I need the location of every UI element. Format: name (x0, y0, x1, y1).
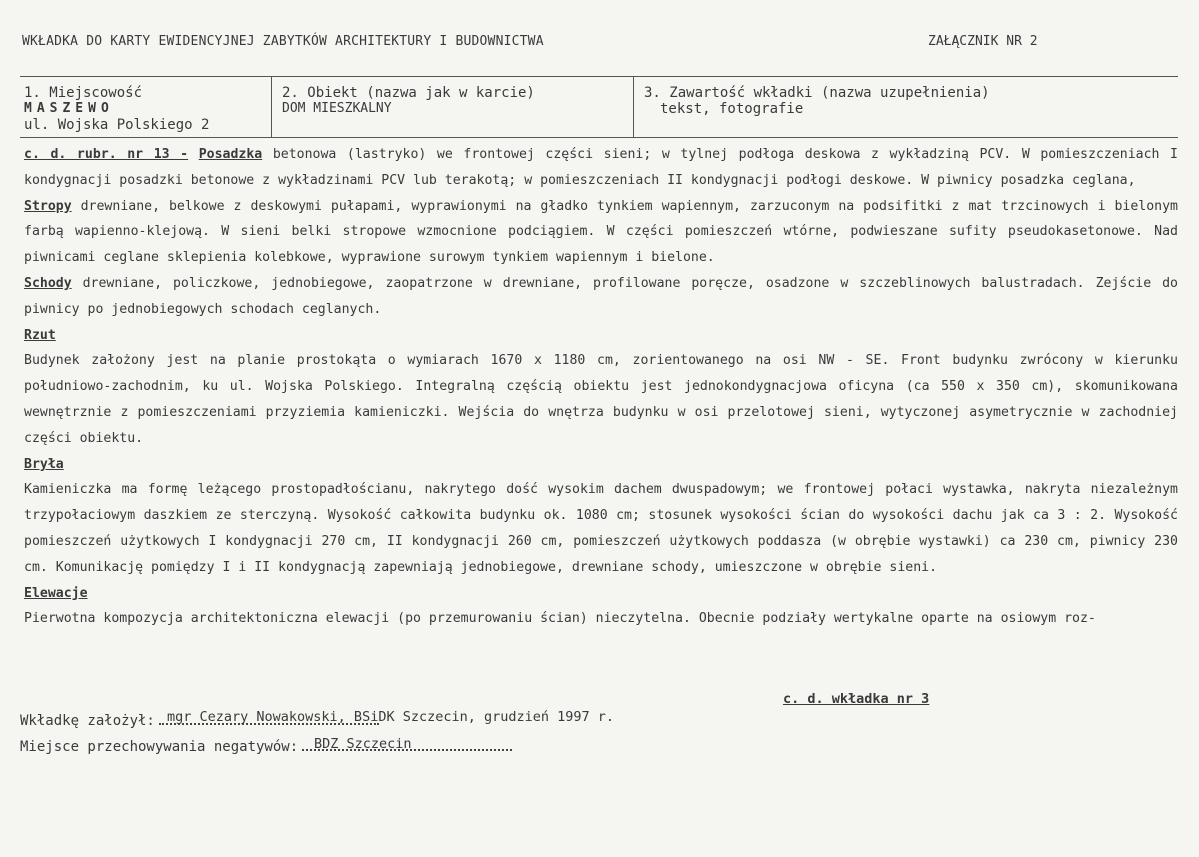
paragraph-elewacje: Pierwotna kompozycja architektoniczna elewacji (po przemurowaniu ścian) nieczytelna. Obecnie podziały wertykalne oparte na osiowym roz- (24, 611, 1096, 627)
paragraph-stropy (24, 194, 1178, 271)
object-value: DOM MIESZKALNY (282, 101, 392, 116)
contents-cell (634, 77, 1178, 137)
locality-caption: 1. Miejscowość (24, 85, 143, 101)
author-value: mgr Cezary Nowakowski, BSiDK Szczecin, grudzień 1997 r. (167, 709, 615, 725)
form-title: WKŁADKA DO KARTY EWIDENCYJNEJ ZABYTKÓW ARCHITEKTURY I BUDOWNICTWA (22, 34, 544, 49)
contents-caption: 3. Zawartość wkładki (nazwa uzupełnienia) (644, 85, 990, 101)
heading-elewacje: Elewacje (24, 585, 88, 601)
paragraph-rzut-heading (24, 323, 1178, 349)
object-cell (272, 77, 634, 137)
paragraph-schody (24, 271, 1178, 323)
heading-bryla: Bryła (24, 456, 64, 472)
paragraph-rzut: Budynek założony jest na planie prostokąta o wymiarach 1670 x 1180 cm, zorientowanego na osi NW - SE. Front budynku zwrócony w kierunku południowo-zachodnim, ku ul. Wojska Polskiego. Integralną częścią obiektu jest jednokondygnacjowa oficyna (ca 550 x 350 cm), skomunikowana wewnętrznie z pomieszczeniami przyziemia kamieniczki. Wejścia do wnętrza budynku w osi przelotowej sieni, wytyczonej asymetrycznie w zachodniej części obiektu. (24, 353, 1178, 446)
continuation-reference: c. d. rubr. nr 13 - (24, 147, 189, 162)
heading-posadzka: Posadzka (198, 147, 263, 162)
negatives-value: BDZ Szczecin (314, 736, 412, 752)
locality-town: MASZEWO (24, 101, 114, 116)
text-stropy: drewniane, belkowe z deskowymi pułapami, wyprawionymi na gładko tynkiem wapiennym, zarzuconym na podsifitki z mat trzcinowych i bielonym farbą wapienno-klejową. W sieni belki stropowe wzmocnione podciągiem. W części pomieszczeń wtórne, podwieszane sufity pseudokasetonowe. Nad piwnicami ceglane sklepienia kolebkowe, wyprawione surowym tynkiem wapiennym i bielone. (24, 198, 1178, 266)
contents-value: tekst, fotografie (660, 101, 804, 117)
heading-rzut: Rzut (24, 327, 56, 343)
paragraph-posadzka (24, 142, 1178, 194)
next-insert-reference: c. d. wkładka nr 3 (783, 691, 930, 707)
heading-schody: Schody (24, 275, 72, 291)
paragraph-elewacje-heading (24, 581, 1178, 607)
text-posadzka: betonowa (lastryko) we frontowej części sieni; w tylnej podłoga deskowa z wykładziną PCV. W pomieszczeniach I kondygnacji posadzki betonowe z wykładzinami PCV lub terakotą; w pomieszczeniach II kondygnacji podłogi deskowe. W piwnicy posadzka ceglana, (24, 147, 1178, 188)
locality-street: ul. Wojska Polskiego 2 (24, 117, 210, 133)
paragraph-bryla: Kamieniczka ma formę leżącego prostopadłościanu, nakrytego dość wysokim dachem dwuspadowym; we frontowej połaci wystawka, nakryta niezależnym trzypołaciowym daszkiem ze sterczyną. Wysokość całkowita budynku ok. 1080 cm; stosunek wysokości ścian do wysokości dachu jak ca 3 : 2. Wysokość pomieszczeń użytkowych I kondygnacji 270 cm, II kondygnacji 260 cm, pomieszczeń użytkowych poddasza (w obrębie wystawki) ca 230 cm, piwnicy 230 cm. Komunikację pomiędzy I i II kondygnacją zapewniają jednobiegowe, drewniane schody, umieszczone w obrębie sieni. (24, 482, 1178, 575)
author-label: Wkładkę założył: (20, 713, 155, 729)
object-caption: 2. Obiekt (nazwa jak w karcie) (282, 85, 535, 101)
text-schody: drewniane, policzkowe, jednobiegowe, zaopatrzone w drewniane, profilowane poręcze, osadzone w szczeblinowych balustradach. Zejście do piwnicy po jednobiegowych schodach ceglanych. (24, 275, 1178, 317)
negatives-label: Miejsce przechowywania negatywów: (20, 739, 299, 755)
annex-number: ZAŁĄCZNIK NR 2 (928, 34, 1038, 49)
locality-cell (20, 77, 272, 137)
paragraph-bryla-heading (24, 452, 1178, 478)
description-body (24, 142, 1178, 632)
info-table (20, 76, 1178, 138)
negatives-row (20, 739, 512, 755)
heading-stropy: Stropy (24, 198, 72, 214)
